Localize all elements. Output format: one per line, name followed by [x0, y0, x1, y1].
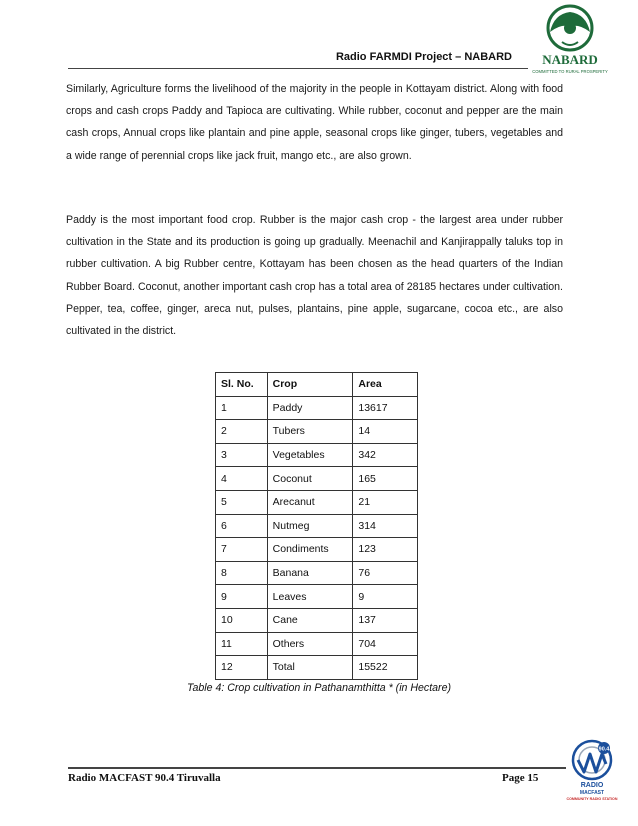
footer-divider	[68, 767, 566, 769]
crop-cultivation-table	[215, 372, 418, 680]
table-header-row	[216, 373, 418, 397]
cell-area: 342	[353, 443, 418, 467]
cell-sl-no: 12	[216, 656, 268, 680]
cell-sl-no: 5	[216, 490, 268, 514]
cell-crop: Arecanut	[267, 490, 353, 514]
cell-area: 137	[353, 608, 418, 632]
cell-sl-no: 3	[216, 443, 268, 467]
table-row	[216, 585, 418, 609]
table-caption: Table 4: Crop cultivation in Pathanamthitta * (in Hectare)	[187, 682, 451, 694]
cell-area: 15522	[353, 656, 418, 680]
cell-sl-no: 2	[216, 420, 268, 444]
column-header-crop: Crop	[267, 373, 353, 397]
table-row-total	[216, 656, 418, 680]
table-row	[216, 396, 418, 420]
cell-crop: Paddy	[267, 396, 353, 420]
cell-crop: Vegetables	[267, 443, 353, 467]
page-number: Page 15	[502, 772, 539, 784]
cell-crop: Cane	[267, 608, 353, 632]
header-title: Radio FARMDI Project – NABARD	[335, 51, 512, 63]
cell-sl-no: 7	[216, 538, 268, 562]
table-row	[216, 443, 418, 467]
table-row	[216, 490, 418, 514]
paragraph-agriculture: Similarly, Agriculture forms the livelihood of the majority in the people in Kottayam district. Along with food crops and cash crops Paddy and Tapioca are cultivating. While rubber, coconut and pepper are the main cash crops, Annual crops like plantain and pine apple, seasonal crops like ginger, tubers, vegetables and a wide range of perennial crops like jack fruit, mango etc., are also grown.	[66, 83, 563, 162]
paragraph-paddy-rubber: Paddy is the most important food crop. Rubber is the major cash crop - the largest area under rubber cultivation in the State and its production is going up gradually. Meenachil and Kanjirappally taluks top in rubber cultivation. A big Rubber centre, Kottayam has been chosen as the head quarters of the Indian Rubber Board. Coconut, another important cash crop has a total area of 28185 hectares under cultivation. Pepper, tea, coffee, ginger, areca nut, pulses, plantains, pine apple, sugarcane, cocoa etc., are also cultivated in the district.	[66, 214, 563, 338]
svg-text:90.4: 90.4	[598, 746, 610, 753]
cell-sl-no: 8	[216, 561, 268, 585]
header-divider	[68, 68, 528, 69]
cell-area: 21	[353, 490, 418, 514]
cell-crop: Condiments	[267, 538, 353, 562]
table-row	[216, 608, 418, 632]
nabard-logo	[532, 2, 608, 78]
cell-area: 704	[353, 632, 418, 656]
cell-sl-no: 9	[216, 585, 268, 609]
table-row	[216, 632, 418, 656]
svg-text:COMMUNITY RADIO STATION: COMMUNITY RADIO STATION	[566, 797, 618, 801]
footer-station-name: Radio MACFAST 90.4 Tiruvalla	[68, 772, 221, 784]
cell-crop: Leaves	[267, 585, 353, 609]
column-header-area: Area	[353, 373, 418, 397]
cell-area: 13617	[353, 396, 418, 420]
radio-macfast-logo	[562, 738, 622, 804]
cell-area: 123	[353, 538, 418, 562]
table-row	[216, 420, 418, 444]
table-row	[216, 538, 418, 562]
cell-area: 165	[353, 467, 418, 491]
table-row	[216, 561, 418, 585]
cell-crop: Tubers	[267, 420, 353, 444]
column-header-sl-no: Sl. No.	[216, 373, 268, 397]
cell-sl-no: 6	[216, 514, 268, 538]
svg-text:RADIO: RADIO	[580, 782, 604, 789]
table-row	[216, 514, 418, 538]
cell-sl-no: 4	[216, 467, 268, 491]
cell-sl-no: 11	[216, 632, 268, 656]
cell-area: 314	[353, 514, 418, 538]
cell-crop: Nutmeg	[267, 514, 353, 538]
cell-crop: Banana	[267, 561, 353, 585]
cell-sl-no: 10	[216, 608, 268, 632]
cell-area: 14	[353, 420, 418, 444]
cell-sl-no: 1	[216, 396, 268, 420]
cell-area: 76	[353, 561, 418, 585]
table-row	[216, 467, 418, 491]
cell-crop: Others	[267, 632, 353, 656]
cell-area: 9	[353, 585, 418, 609]
svg-text:COMMITTED TO RURAL PROSPERITY: COMMITTED TO RURAL PROSPERITY	[532, 69, 608, 74]
svg-text:MACFAST: MACFAST	[579, 790, 605, 796]
svg-text:NABARD: NABARD	[542, 52, 598, 67]
cell-crop: Total	[267, 656, 353, 680]
cell-crop: Coconut	[267, 467, 353, 491]
